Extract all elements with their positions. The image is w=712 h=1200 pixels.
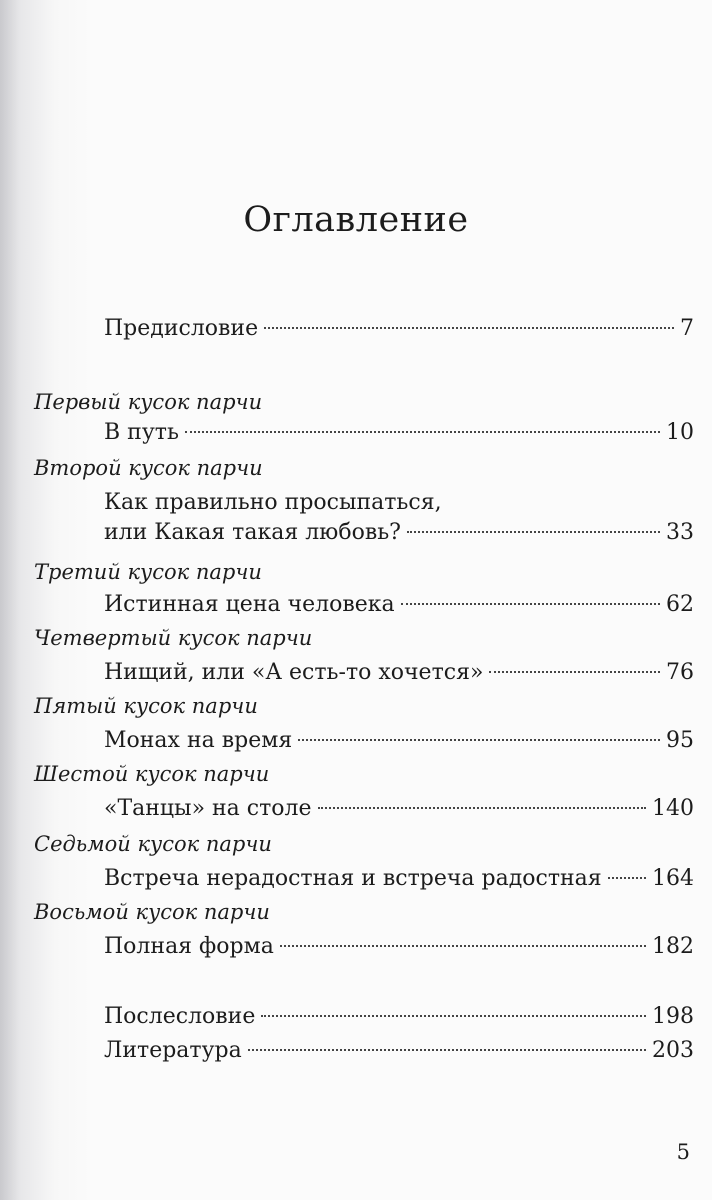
toc-part-heading: Второй кусок парчи xyxy=(34,456,263,480)
toc-entry-page: 76 xyxy=(666,660,694,685)
toc-entry-page: 33 xyxy=(666,520,694,545)
dot-leader xyxy=(185,431,660,433)
toc-entry-title: Нищий, или «А есть-то хочется» xyxy=(104,660,484,685)
toc-entry[interactable] xyxy=(104,866,694,896)
toc-part-heading: Пятый кусок парчи xyxy=(34,694,258,718)
toc-entry-preface[interactable] xyxy=(104,316,694,346)
toc-entry-page: 62 xyxy=(666,592,694,617)
toc-entry-page: 7 xyxy=(680,316,694,341)
toc-entry-page: 198 xyxy=(652,1004,694,1029)
dot-leader xyxy=(298,739,660,741)
dot-leader xyxy=(489,671,660,673)
toc-entry-title: Встреча нерадостная и встреча радостная xyxy=(104,866,602,891)
toc-entry-title: Послесловие xyxy=(104,1004,256,1029)
toc-entry[interactable] xyxy=(104,520,694,550)
toc-entry-title: В путь xyxy=(104,420,179,445)
dot-leader xyxy=(608,877,646,879)
dot-leader xyxy=(280,945,646,947)
toc-entry[interactable] xyxy=(104,592,694,622)
toc-entry[interactable] xyxy=(104,660,694,690)
toc-entry-title: или Какая такая любовь? xyxy=(104,520,401,545)
toc-entry-page: 164 xyxy=(652,866,694,891)
toc-entry-title: «Танцы» на столе xyxy=(104,796,312,821)
toc-entry-page: 140 xyxy=(652,796,694,821)
toc-entry-title-line1[interactable]: Как правильно просыпаться, xyxy=(104,490,442,515)
dot-leader xyxy=(264,327,674,329)
toc-part-heading: Восьмой кусок парчи xyxy=(34,900,270,924)
toc-entry-page: 182 xyxy=(652,934,694,959)
dot-leader xyxy=(407,531,660,533)
toc-entry[interactable] xyxy=(104,420,694,450)
toc-entry-title: Литература xyxy=(104,1038,242,1063)
toc-part-heading: Третий кусок парчи xyxy=(34,560,262,584)
toc-entry-title: Монах на время xyxy=(104,728,293,753)
toc-entry[interactable] xyxy=(104,796,694,826)
page-title: Оглавление xyxy=(243,200,469,240)
toc-entry-title: Полная форма xyxy=(104,934,274,959)
toc-part-heading: Шестой кусок парчи xyxy=(34,762,270,786)
dot-leader xyxy=(261,1015,646,1017)
page-number: 5 xyxy=(676,1140,690,1164)
toc-part-heading: Первый кусок парчи xyxy=(34,390,263,414)
toc-part-heading: Четвертый кусок парчи xyxy=(34,626,313,650)
toc-entry-page: 10 xyxy=(666,420,694,445)
toc-entry-page: 95 xyxy=(666,728,694,753)
toc-entry-literature[interactable] xyxy=(104,1038,694,1068)
dot-leader xyxy=(401,603,660,605)
dot-leader xyxy=(248,1049,646,1051)
toc-entry-afterword[interactable] xyxy=(104,1004,694,1034)
toc-entry-page: 203 xyxy=(652,1038,694,1063)
toc-entry-title: Предисловие xyxy=(104,316,259,341)
toc-entry[interactable] xyxy=(104,728,694,758)
toc-entry-title: Истинная цена человека xyxy=(104,592,395,617)
toc-part-heading: Седьмой кусок парчи xyxy=(34,832,272,856)
dot-leader xyxy=(318,807,646,809)
toc-entry[interactable] xyxy=(104,934,694,964)
